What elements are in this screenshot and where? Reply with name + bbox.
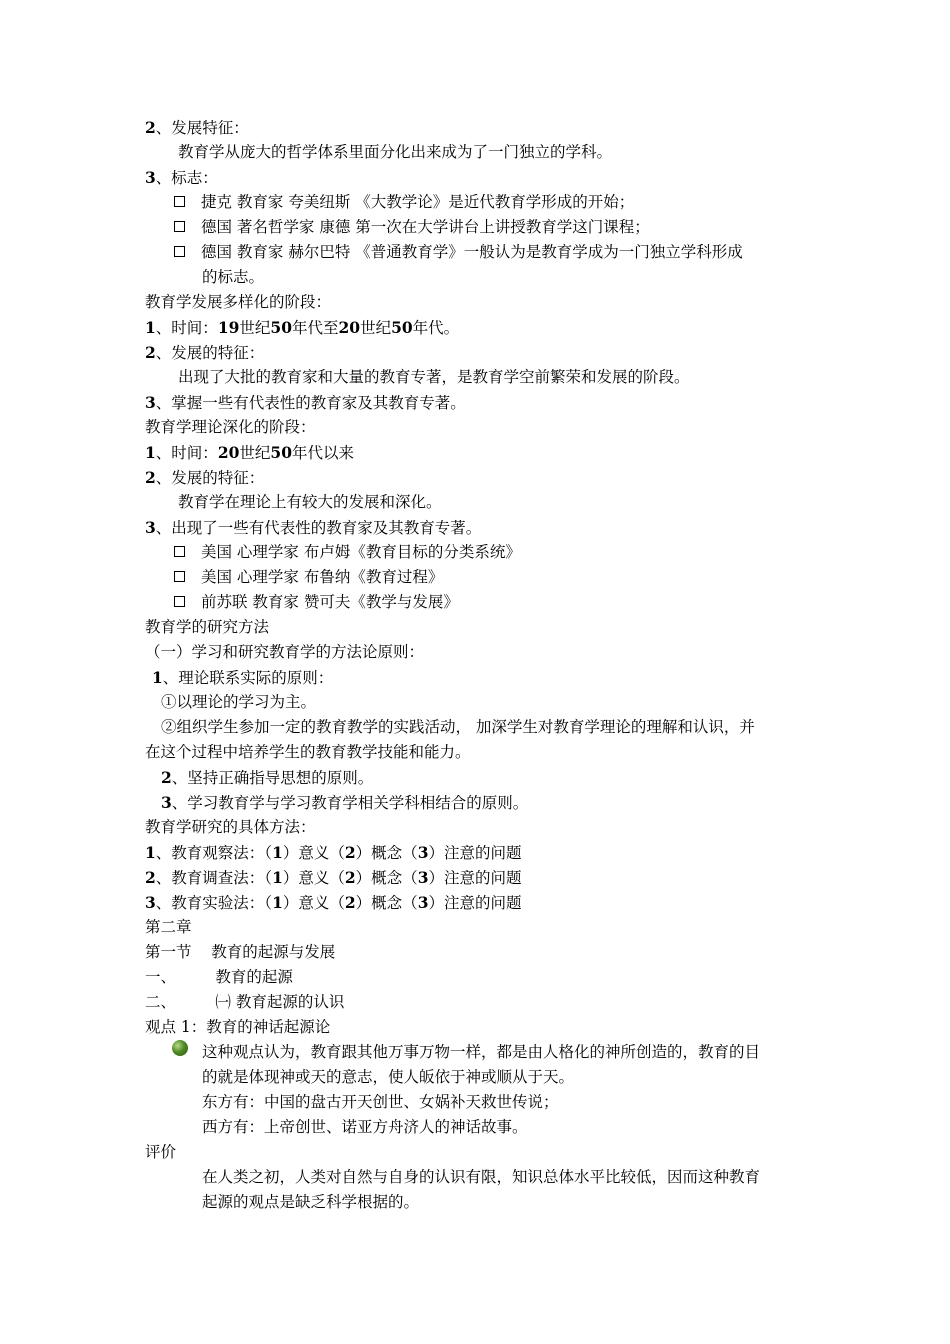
list-item: 前苏联 教育家 赞可夫《教学与发展》 <box>174 590 459 615</box>
section-title: 第一节 教育的起源与发展 <box>145 943 336 961</box>
chapter-title: 第二章 <box>145 918 192 936</box>
heading-line: 2、发展的特征： <box>145 468 265 487</box>
paragraph-line: 出现了大批的教育家和大量的教育专著，是教育学空前繁荣和发展的阶段。 <box>178 368 690 386</box>
checkbox-square-icon <box>174 246 185 257</box>
section-title: 二、 ㈠ 教育起源的认识 <box>145 993 345 1011</box>
section-title: 教育学发展多样化的阶段： <box>145 293 332 311</box>
checkbox-square-icon <box>174 571 185 582</box>
paragraph-line: 教育学从庞大的哲学体系里面分化出来成为了一门独立的学科。 <box>178 143 613 161</box>
list-item: 德国 著名哲学家 康德 第一次在大学讲台上讲授教育学这门课程； <box>174 215 650 240</box>
green-ball-bullet-icon <box>172 1040 188 1056</box>
checkbox-square-icon <box>174 596 185 607</box>
list-item-continuation: 的标志。 <box>202 268 265 286</box>
paragraph-line: 起源的观点是缺乏科学根据的。 <box>202 1193 420 1211</box>
checkbox-square-icon <box>174 196 185 207</box>
paragraph-line: 在这个过程中培养学生的教育教学技能和能力。 <box>145 743 471 761</box>
paragraph-line: 这种观点认为，教育跟其他万事万物一样，都是由人格化的神所创造的，教育的目 <box>202 1043 761 1061</box>
method-line: 2、教育调查法：（1）意义（2）概念（3）注意的问题 <box>145 868 522 887</box>
method-line: 3、教育实验法：（1）意义（2）概念（3）注意的问题 <box>145 893 522 912</box>
heading-line: 2、坚持正确指导思想的原则。 <box>161 768 374 787</box>
subsection-title: （一）学习和研究教育学的方法论原则： <box>145 643 425 661</box>
paragraph-line: ①以理论的学习为主。 <box>161 693 317 711</box>
paragraph-line: 的就是体现神或天的意志，使人皈依于神或顺从于天。 <box>202 1068 575 1086</box>
paragraph-line: 西方有：上帝创世、诺亚方舟济人的神话故事。 <box>202 1118 528 1136</box>
heading-line: 3、出现了一些有代表性的教育家及其教育专著。 <box>145 518 482 537</box>
list-item: 美国 心理学家 布卢姆《教育目标的分类系统》 <box>174 540 521 565</box>
heading-line: 1、理论联系实际的原则： <box>152 668 334 687</box>
checkbox-square-icon <box>174 546 185 557</box>
heading-line: 2、发展的特征： <box>145 343 265 362</box>
section-title: 教育学的研究方法 <box>145 618 270 636</box>
checkbox-square-icon <box>174 221 185 232</box>
paragraph-line: 东方有：中国的盘古开天创世、女娲补天救世传说； <box>202 1093 559 1111</box>
list-item: 德国 教育家 赫尔巴特 《普通教育学》一般认为是教育学成为一门独立学科形成 <box>174 240 743 265</box>
heading-line: 3、学习教育学与学习教育学相关学科相结合的原则。 <box>161 793 529 812</box>
method-line: 1、教育观察法：（1）意义（2）概念（3）注意的问题 <box>145 843 522 862</box>
section-title: 教育学研究的具体方法： <box>145 818 316 836</box>
list-item: 美国 心理学家 布鲁纳《教育过程》 <box>174 565 443 590</box>
list-item: 捷克 教育家 夸美纽斯 《大教学论》是近代教育学形成的开始； <box>174 190 634 215</box>
section-title: 一、 教育的起源 <box>145 968 293 986</box>
paragraph-line: ②组织学生参加一定的教育教学的实践活动， 加深学生对教育学理论的理解和认识，并 <box>161 718 755 736</box>
paragraph-line: 教育学在理论上有较大的发展和深化。 <box>178 493 442 511</box>
heading-line: 1、时间：20世纪50年代以来 <box>145 443 354 462</box>
heading-line: 3、掌握一些有代表性的教育家及其教育专著。 <box>145 393 466 412</box>
heading-line: 3、标志： <box>145 168 218 187</box>
paragraph-line: 在人类之初，人类对自然与自身的认识有限，知识总体水平比较低，因而这种教育 <box>202 1168 761 1186</box>
section-title: 观点 1：教育的神话起源论 <box>145 1018 331 1036</box>
section-title: 评价 <box>145 1143 177 1161</box>
heading-line: 2、发展特征： <box>145 118 249 137</box>
heading-line: 1、时间：19世纪50年代至20世纪50年代。 <box>145 318 460 337</box>
section-title: 教育学理论深化的阶段： <box>145 418 316 436</box>
